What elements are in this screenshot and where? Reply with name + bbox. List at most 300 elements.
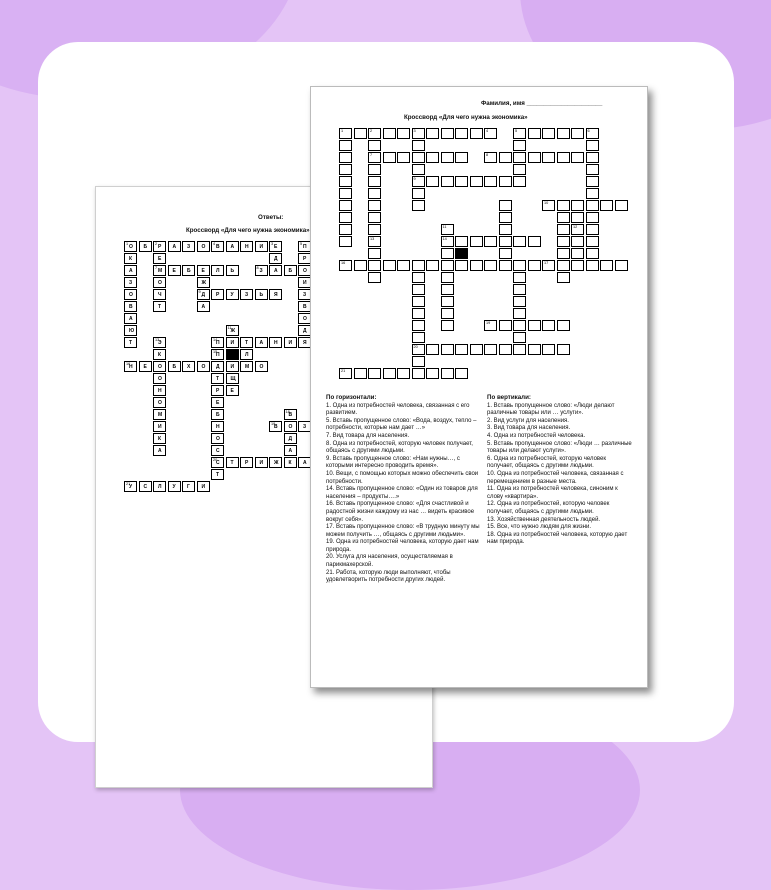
cell-number: 13 <box>155 338 160 342</box>
answer-cell <box>211 385 224 396</box>
crossword-cell[interactable] <box>339 260 352 271</box>
crossword-cell[interactable] <box>542 128 555 139</box>
answer-cell <box>226 385 239 396</box>
down-heading: По вертикали: <box>487 394 531 401</box>
crossword-cell[interactable] <box>586 212 599 223</box>
answer-cell <box>284 265 297 276</box>
crossword-cell[interactable] <box>586 236 599 247</box>
cell-letter: Р <box>216 292 220 298</box>
answer-cell <box>269 241 282 252</box>
crossword-cell[interactable] <box>571 128 584 139</box>
answer-cell <box>211 241 224 252</box>
crossword-cell[interactable] <box>557 320 570 331</box>
crossword-cell[interactable] <box>528 236 541 247</box>
crossword-cell[interactable] <box>586 140 599 151</box>
cell-letter: А <box>129 316 133 322</box>
cell-letter: В <box>216 244 220 250</box>
crossword-cell[interactable] <box>557 260 570 271</box>
crossword-cell[interactable] <box>339 188 352 199</box>
crossword-cell[interactable] <box>397 368 410 379</box>
clue: 12. Одна из потребностей, которую человек получает, общаясь с другими людьми. <box>487 501 610 515</box>
crossword-cell[interactable] <box>441 176 454 187</box>
cell-letter: З <box>303 292 307 298</box>
crossword-cell[interactable] <box>455 176 468 187</box>
crossword-cell[interactable] <box>368 212 381 223</box>
crossword-cell[interactable] <box>455 128 468 139</box>
crossword-cell[interactable] <box>513 272 526 283</box>
cell-number: 14 <box>442 237 447 241</box>
cell-number: 19 <box>486 321 491 325</box>
crossword-cell[interactable] <box>586 176 599 187</box>
crossword-cell[interactable] <box>557 152 570 163</box>
answer-cell <box>211 421 224 432</box>
cell-letter: Б <box>288 268 293 274</box>
crossword-cell[interactable] <box>586 248 599 259</box>
crossword-cell[interactable] <box>339 236 352 247</box>
answers-title: Ответы: <box>258 214 284 221</box>
cell-number: 9 <box>198 290 201 294</box>
crossword-cell[interactable] <box>513 176 526 187</box>
crossword-cell[interactable] <box>412 308 425 319</box>
crossword-cell[interactable] <box>339 368 352 379</box>
crossword-cell[interactable] <box>339 140 352 151</box>
clue: 19. Одна из потребностей человека, которую дает нам природа. <box>326 539 479 553</box>
crossword-cell[interactable] <box>484 236 497 247</box>
crossword-cell[interactable] <box>426 344 439 355</box>
crossword-cell[interactable] <box>499 200 512 211</box>
clue: 1. Вставь пропущенное слово: «Люди делают различные товары или … услуги». <box>487 402 615 417</box>
answer-cell <box>139 481 152 492</box>
cell-letter: О <box>158 376 162 382</box>
crossword-cell[interactable] <box>441 236 454 247</box>
clue: 8. Одна из потребностей, которую человек получает, общаясь с другими людьми. <box>326 440 473 455</box>
crossword-cell[interactable] <box>557 344 570 355</box>
crossword-cell[interactable] <box>368 248 381 259</box>
answer-cell <box>153 481 166 492</box>
crossword-cell[interactable] <box>484 152 497 163</box>
cell-number: 21 <box>126 482 131 486</box>
crossword-cell[interactable] <box>368 140 381 151</box>
crossword-cell[interactable] <box>571 224 584 235</box>
crossword-cell[interactable] <box>528 320 541 331</box>
crossword-cell[interactable] <box>557 236 570 247</box>
crossword-cell[interactable] <box>600 260 613 271</box>
cell-number: 11 <box>442 225 447 229</box>
crossword-cell[interactable] <box>441 296 454 307</box>
cell-number: 11 <box>227 326 232 330</box>
crossword-cell[interactable] <box>383 260 396 271</box>
answer-cell <box>124 361 137 372</box>
clue: 18. Одна из потребностей человека, которую дает нам природа. <box>487 531 628 546</box>
crossword-cell[interactable] <box>441 320 454 331</box>
crossword-cell[interactable] <box>528 344 541 355</box>
crossword-cell[interactable] <box>542 152 555 163</box>
cell-letter: В <box>129 304 133 310</box>
crossword-cell[interactable] <box>412 368 425 379</box>
cell-letter: К <box>158 436 162 442</box>
answer-cell <box>153 265 166 276</box>
cell-number: 6 <box>587 129 590 133</box>
crossword-cell[interactable] <box>513 308 526 319</box>
answer-cell <box>255 457 268 468</box>
cell-number: 13 <box>370 237 375 241</box>
crossword-cell[interactable] <box>499 212 512 223</box>
crossword-cell[interactable] <box>441 224 454 235</box>
crossword-cell[interactable] <box>542 344 555 355</box>
crossword-cell[interactable] <box>412 152 425 163</box>
cell-letter: О <box>129 292 133 298</box>
crossword-cell[interactable] <box>412 176 425 187</box>
crossword-cell[interactable] <box>615 260 628 271</box>
answer-cell <box>182 481 195 492</box>
crossword-cell[interactable] <box>571 236 584 247</box>
answer-cell <box>153 385 166 396</box>
crossword-cell[interactable] <box>368 236 381 247</box>
down-clues <box>487 394 632 547</box>
crossword-cell[interactable] <box>542 200 555 211</box>
answer-cell <box>168 265 181 276</box>
crossword-cell[interactable] <box>368 176 381 187</box>
crossword-cell[interactable] <box>441 272 454 283</box>
crossword-cell[interactable] <box>499 236 512 247</box>
answer-cell <box>226 373 239 384</box>
crossword-cell[interactable] <box>441 152 454 163</box>
crossword-cell[interactable] <box>455 260 468 271</box>
crossword-cell[interactable] <box>586 128 599 139</box>
answer-cell <box>226 457 239 468</box>
crossword-cell[interactable] <box>354 368 367 379</box>
crossword-cell[interactable] <box>412 344 425 355</box>
crossword-cell[interactable] <box>571 200 584 211</box>
cell-letter: Е <box>143 364 147 370</box>
crossword-cell[interactable] <box>368 260 381 271</box>
crossword-cell[interactable] <box>441 344 454 355</box>
cell-letter: А <box>274 268 278 274</box>
crossword-cell[interactable] <box>339 128 352 139</box>
crossword-cell[interactable] <box>484 176 497 187</box>
clue: 5. Вставь пропущенное слово: «Люди … различные товары или делают услуги». <box>487 440 632 455</box>
crossword-cell[interactable] <box>383 152 396 163</box>
crossword-cell[interactable] <box>412 284 425 295</box>
crossword-cell[interactable] <box>484 344 497 355</box>
cell-letter: З <box>129 280 133 286</box>
crossword-cell[interactable] <box>615 200 628 211</box>
crossword-cell[interactable] <box>542 260 555 271</box>
cell-letter: А <box>303 460 307 466</box>
crossword-cell[interactable] <box>499 344 512 355</box>
crossword-cell[interactable] <box>412 164 425 175</box>
crossword-cell[interactable] <box>557 272 570 283</box>
cell-number: 18 <box>285 410 290 414</box>
cell-letter: Ж <box>201 280 207 286</box>
crossword-cell[interactable] <box>383 368 396 379</box>
cell-letter: Я <box>303 340 307 346</box>
crossword-cell[interactable] <box>513 332 526 343</box>
answer-cell <box>168 481 181 492</box>
crossword-cell[interactable] <box>528 260 541 271</box>
answer-cell <box>211 457 224 468</box>
crossword-cell[interactable] <box>470 128 483 139</box>
cell-letter: В <box>274 424 278 430</box>
crossword-cell[interactable] <box>586 224 599 235</box>
crossword-cell[interactable] <box>571 212 584 223</box>
answer-cell <box>226 241 239 252</box>
crossword-cell[interactable] <box>368 164 381 175</box>
answer-cell <box>240 349 253 360</box>
crossword-cell[interactable] <box>470 236 483 247</box>
crossword-cell[interactable] <box>426 152 439 163</box>
answer-cell <box>269 421 282 432</box>
crossword-cell[interactable] <box>368 224 381 235</box>
cell-letter: Р <box>245 460 249 466</box>
name-field: Фамилия, имя ______________________ <box>481 100 603 107</box>
crossword-cell[interactable] <box>499 152 512 163</box>
crossword-cell[interactable] <box>571 248 584 259</box>
clue: 10. Одна из потребностей человека, связанная с перемещением в разные места. <box>487 470 624 485</box>
crossword-cell[interactable] <box>441 128 454 139</box>
answer-cell <box>153 361 166 372</box>
crossword-cell[interactable] <box>397 152 410 163</box>
crossword-cell[interactable] <box>586 200 599 211</box>
crossword-cell[interactable] <box>412 140 425 151</box>
crossword-cell[interactable] <box>368 368 381 379</box>
crossword-cell[interactable] <box>354 260 367 271</box>
crossword-cell[interactable] <box>470 260 483 271</box>
crossword-cell[interactable] <box>470 176 483 187</box>
crossword-cell[interactable] <box>586 152 599 163</box>
crossword-cell[interactable] <box>441 248 454 259</box>
crossword-cell[interactable] <box>368 152 381 163</box>
cell-letter: Д <box>303 328 307 334</box>
answer-cell <box>139 361 152 372</box>
crossword-cell[interactable] <box>600 200 613 211</box>
cell-letter: О <box>288 424 293 430</box>
answer-cell <box>124 337 137 348</box>
clue: 10. Вещи, с помощью которых можно обеспечить свои потребности. <box>326 470 479 485</box>
cell-letter: Т <box>158 304 162 310</box>
crossword-cell[interactable] <box>397 128 410 139</box>
crossword-cell[interactable] <box>586 164 599 175</box>
answer-cell <box>124 301 137 312</box>
crossword-cell[interactable] <box>484 128 497 139</box>
answer-cell <box>255 361 268 372</box>
crossword-cell[interactable] <box>557 224 570 235</box>
crossword-cell[interactable] <box>412 356 425 367</box>
crossword-cell[interactable] <box>499 248 512 259</box>
crossword-cell[interactable] <box>368 200 381 211</box>
crossword-cell[interactable] <box>412 320 425 331</box>
crossword-cell[interactable] <box>412 332 425 343</box>
answer-cell <box>153 445 166 456</box>
answer-cell <box>226 361 239 372</box>
clue: 5. Вставь пропущенное слово: «Вода, воздух, тепло – потребности, которые нам дает …» <box>326 417 477 432</box>
crossword-cell[interactable] <box>513 344 526 355</box>
answer-cell <box>139 241 152 252</box>
cell-letter: Н <box>245 244 249 250</box>
black-cell <box>455 248 468 259</box>
crossword-cell[interactable] <box>513 140 526 151</box>
answer-cell <box>153 337 166 348</box>
cell-letter: Н <box>129 364 133 370</box>
crossword-cell[interactable] <box>571 152 584 163</box>
crossword-cell[interactable] <box>528 128 541 139</box>
answer-cell <box>269 253 282 264</box>
cell-letter: Н <box>274 340 278 346</box>
crossword-cell[interactable] <box>513 152 526 163</box>
cell-number: 19 <box>271 422 276 426</box>
crossword-cell[interactable] <box>368 188 381 199</box>
crossword-cell[interactable] <box>339 152 352 163</box>
crossword-cell[interactable] <box>513 260 526 271</box>
crossword-cell[interactable] <box>412 272 425 283</box>
cell-letter: И <box>230 364 235 370</box>
cell-letter: М <box>245 364 250 370</box>
cell-letter: А <box>172 244 177 250</box>
crossword-cell[interactable] <box>455 152 468 163</box>
crossword-cell[interactable] <box>441 284 454 295</box>
clue: 20. Услуга для населения, осуществляемая в парикмахерской. <box>326 554 453 569</box>
crossword-cell[interactable] <box>499 176 512 187</box>
crossword-cell[interactable] <box>499 320 512 331</box>
crossword-cell[interactable] <box>339 224 352 235</box>
answer-cell <box>124 289 137 300</box>
crossword-cell[interactable] <box>339 212 352 223</box>
cell-letter: И <box>303 280 307 286</box>
crossword-cell[interactable] <box>513 296 526 307</box>
crossword-cell[interactable] <box>557 248 570 259</box>
answer-cell <box>153 253 166 264</box>
answer-cell <box>240 337 253 348</box>
crossword-cell[interactable] <box>455 236 468 247</box>
cell-number: 4 <box>213 242 216 246</box>
answer-cell <box>240 361 253 372</box>
cell-letter: И <box>230 340 235 346</box>
crossword-cell[interactable] <box>412 296 425 307</box>
crossword-cell[interactable] <box>571 260 584 271</box>
cell-letter: Ь <box>230 268 235 274</box>
cell-letter: Н <box>216 424 220 430</box>
cell-number: 9 <box>413 177 416 181</box>
cell-letter: П <box>216 352 220 358</box>
crossword-cell[interactable] <box>397 260 410 271</box>
crossword-cell[interactable] <box>412 128 425 139</box>
answer-cell <box>153 349 166 360</box>
crossword-cell[interactable] <box>441 260 454 271</box>
cell-letter: О <box>201 244 206 250</box>
crossword-cell[interactable] <box>383 128 396 139</box>
crossword-cell[interactable] <box>484 320 497 331</box>
crossword-cell[interactable] <box>426 260 439 271</box>
crossword-cell[interactable] <box>528 152 541 163</box>
crossword-cell[interactable] <box>513 164 526 175</box>
answer-cell <box>255 241 268 252</box>
crossword-cell[interactable] <box>441 308 454 319</box>
cell-letter: Е <box>172 268 176 274</box>
clue: 1. Одна из потребностей человека, связанная с его развитием. <box>326 402 470 417</box>
answer-cell <box>182 265 195 276</box>
answer-cell <box>284 337 297 348</box>
cell-letter: Л <box>158 484 162 490</box>
cell-number: 21 <box>341 369 346 373</box>
cell-letter: Ю <box>129 328 135 334</box>
cell-letter: К <box>288 460 292 466</box>
crossword-cell[interactable] <box>470 344 483 355</box>
crossword-cell[interactable] <box>339 176 352 187</box>
cell-number: 3 <box>413 129 416 133</box>
crossword-title: Кроссворд «Для чего нужна экономика» <box>404 114 528 121</box>
answer-cell <box>211 289 224 300</box>
cell-letter: К <box>129 256 133 262</box>
crossword-cell[interactable] <box>586 188 599 199</box>
clue: 16. Вставь пропущенное слово: «Для счастливой и радостной жизни каждому из нас … видеть красивое вокруг себя». <box>326 501 475 523</box>
crossword-cell[interactable] <box>412 200 425 211</box>
crossword-cell[interactable] <box>368 272 381 283</box>
crossword-cell[interactable] <box>586 260 599 271</box>
crossword-cell[interactable] <box>542 320 555 331</box>
black-cell <box>226 349 239 360</box>
cell-letter: О <box>303 268 307 274</box>
crossword-cell[interactable] <box>557 212 570 223</box>
cell-number: 7 <box>155 266 158 270</box>
cell-number: 5 <box>300 242 303 246</box>
crossword-cell[interactable] <box>513 284 526 295</box>
cell-letter: Л <box>245 352 249 358</box>
crossword-cell[interactable] <box>513 128 526 139</box>
cell-letter: У <box>172 484 176 490</box>
crossword-cell[interactable] <box>412 188 425 199</box>
crossword-cell[interactable] <box>557 200 570 211</box>
answer-cell <box>197 265 210 276</box>
crossword-cell[interactable] <box>484 260 497 271</box>
answer-cell <box>211 469 224 480</box>
cell-number: 15 <box>213 350 218 354</box>
cell-letter: О <box>158 364 162 370</box>
cell-letter: Е <box>158 256 162 262</box>
cell-letter: З <box>259 268 263 274</box>
clue: 14. Вставь пропущенное слово: «Один из товаров для населения – продукты….» <box>326 486 478 500</box>
cell-letter: Н <box>158 388 162 394</box>
answer-cell <box>182 361 195 372</box>
crossword-cell[interactable] <box>354 128 367 139</box>
crossword-cell[interactable] <box>426 368 439 379</box>
crossword-cell[interactable] <box>426 128 439 139</box>
crossword-cell[interactable] <box>426 176 439 187</box>
cell-letter: С <box>143 484 148 490</box>
answer-cell <box>168 241 181 252</box>
crossword-cell[interactable] <box>339 164 352 175</box>
cell-letter: П <box>216 340 220 346</box>
crossword-cell[interactable] <box>412 260 425 271</box>
crossword-cell[interactable] <box>368 128 381 139</box>
cell-letter: О <box>158 280 162 286</box>
cell-letter: А <box>158 448 162 454</box>
cell-letter: В <box>303 304 307 310</box>
answer-cell <box>284 433 297 444</box>
answer-cell <box>153 397 166 408</box>
answer-cell <box>153 301 166 312</box>
cell-letter: Д <box>274 256 278 262</box>
crossword-cell[interactable] <box>455 344 468 355</box>
cell-number: 20 <box>213 458 218 462</box>
crossword-cell[interactable] <box>513 236 526 247</box>
crossword-cell[interactable] <box>441 368 454 379</box>
crossword-cell[interactable] <box>499 224 512 235</box>
crossword-cell[interactable] <box>557 128 570 139</box>
crossword-cell[interactable] <box>499 260 512 271</box>
crossword-cell[interactable] <box>513 320 526 331</box>
crossword-cell[interactable] <box>339 200 352 211</box>
crossword-cell[interactable] <box>455 368 468 379</box>
